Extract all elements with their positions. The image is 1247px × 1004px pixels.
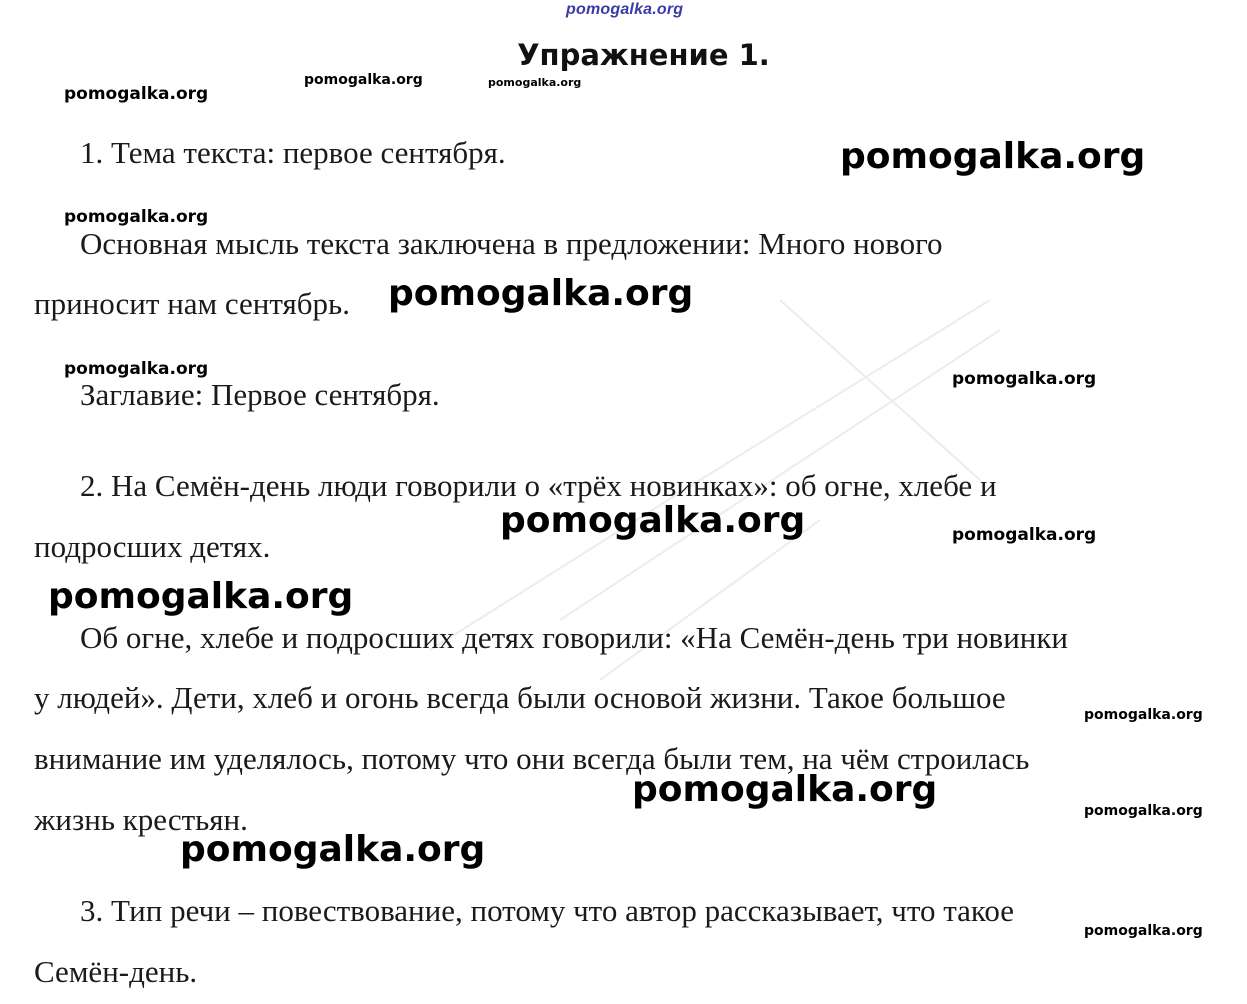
paragraph-fire-bread-cont2: внимание им уделялось, потому что они всегда были тем, на чём строилась [34, 741, 1030, 776]
watermark: pomogalka.org [64, 207, 209, 227]
paragraph-main-idea-cont: приносит нам сентябрь. [34, 286, 350, 321]
page-title: Упражнение 1. [517, 38, 770, 72]
paragraph-heading: Заглавие: Первое сентября. [80, 377, 440, 412]
paragraph-semen-day: 2. На Семён-день люди говорили о «трёх новинках»: об огне, хлебе и [80, 468, 997, 503]
paragraph-speech-type: 3. Тип речи – повествование, потому что автор рассказывает, что такое [80, 893, 1015, 928]
watermark: pomogalka.org [488, 76, 582, 89]
paragraph-fire-bread: Об огне, хлебе и подросших детях говорили: «На Семён-день три новинки [80, 620, 1069, 655]
watermark: pomogalka.org [48, 576, 354, 617]
paragraph-speech-type-cont: Семён-день. [34, 954, 198, 989]
paragraph-semen-day-cont: подросших детях. [34, 529, 271, 564]
paragraph-topic: 1. Тема текста: первое сентября. [80, 135, 506, 170]
paragraph-fire-bread-cont1: у людей». Дети, хлеб и огонь всегда были основой жизни. Такое большое [34, 680, 1006, 715]
watermark: pomogalka.org [388, 273, 694, 314]
paragraph-fire-bread-cont3: жизнь крестьян. [34, 802, 248, 837]
watermark: pomogalka.org [64, 84, 209, 104]
top-watermark: pomogalka.org [566, 1, 684, 18]
watermark: pomogalka.org [1084, 707, 1203, 723]
watermark: pomogalka.org [952, 525, 1097, 545]
watermark: pomogalka.org [840, 136, 1146, 177]
paragraph-main-idea: Основная мысль текста заключена в предложении: Много нового [80, 226, 943, 261]
watermark: pomogalka.org [952, 369, 1097, 389]
watermark: pomogalka.org [304, 72, 423, 88]
watermark: pomogalka.org [1084, 923, 1203, 939]
watermark: pomogalka.org [64, 359, 209, 379]
watermark: pomogalka.org [180, 829, 486, 870]
watermark: pomogalka.org [1084, 803, 1203, 819]
watermark: pomogalka.org [500, 500, 806, 541]
watermark: pomogalka.org [632, 769, 938, 810]
